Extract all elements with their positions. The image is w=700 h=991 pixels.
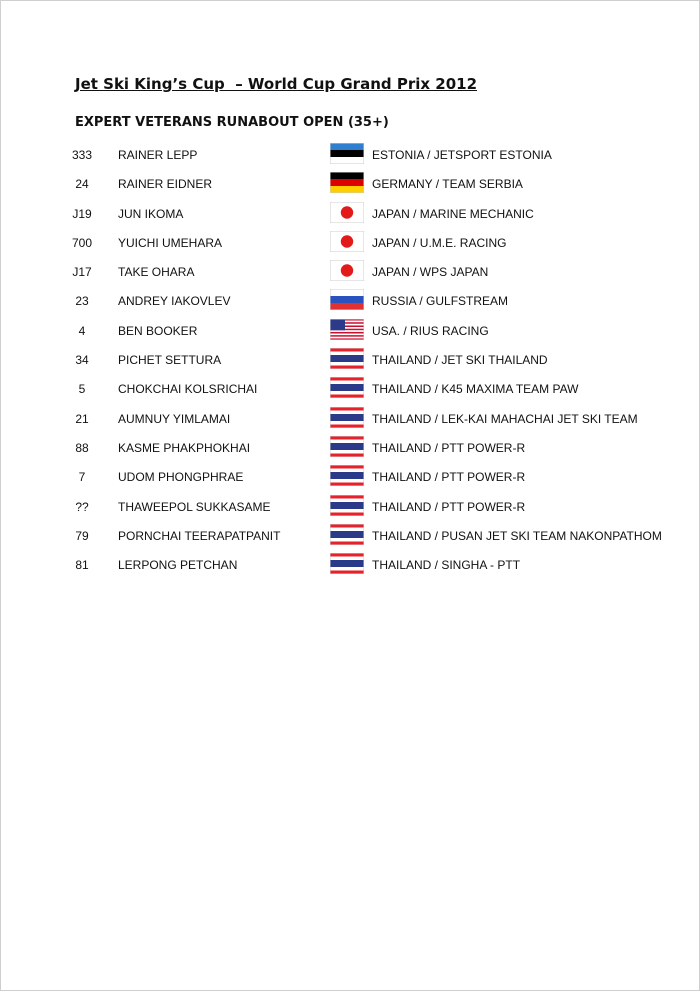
entry-row (1, 228, 699, 257)
entry-row (1, 199, 699, 228)
rider-name: LERPONG PETCHAN (118, 558, 238, 573)
country-team: THAILAND / PUSAN JET SKI TEAM NAKONPATHOM (372, 528, 662, 543)
country-team: GERMANY / TEAM SERBIA (372, 177, 523, 192)
entry-row (1, 404, 699, 433)
rider-name: THAWEEPOL SUKKASAME (118, 499, 271, 514)
entry-list (1, 140, 699, 579)
rider-name: UDOM PHONGPHRAE (118, 470, 244, 485)
rider-name: BEN BOOKER (118, 323, 198, 338)
estonia-flag (330, 143, 364, 164)
thailand-flag (330, 407, 364, 428)
entry-number: J17 (72, 265, 92, 280)
entry-number: 88 (75, 440, 89, 455)
entry-row (1, 169, 699, 198)
entry-number: 5 (78, 382, 86, 397)
country-team: THAILAND / SINGHA - PTT (372, 558, 521, 573)
entry-row (1, 374, 699, 403)
country-team: THAILAND / PTT POWER-R (372, 470, 526, 485)
entry-row (1, 257, 699, 286)
rider-name: RAINER LEPP (118, 148, 198, 162)
country-team: JAPAN / WPS JAPAN (372, 265, 489, 280)
entry-row (1, 521, 699, 550)
thailand-flag (330, 495, 364, 516)
japan-flag (330, 202, 364, 223)
russia-flag (330, 289, 364, 310)
entry-number: 7 (78, 470, 86, 485)
thailand-flag (330, 465, 364, 486)
country-team: THAILAND / PTT POWER-R (372, 440, 526, 455)
rider-name: RAINER EIDNER (118, 177, 213, 192)
thailand-flag (330, 348, 364, 369)
page-title: Jet Ski King’s Cup – World Cup Grand Prix 2012 (75, 75, 478, 93)
germany-flag (330, 172, 364, 193)
thailand-flag (330, 436, 364, 457)
entry-number: 21 (75, 411, 89, 426)
usa-flag (330, 319, 364, 340)
country-team: JAPAN / MARINE MECHANIC (372, 206, 534, 221)
rider-name: ANDREY IAKOVLEV (118, 294, 231, 309)
country-team: JAPAN / U.M.E. RACING (372, 235, 507, 250)
entry-row (1, 492, 699, 521)
country-team: USA. / RIUS RACING (372, 323, 489, 338)
rider-name: AUMNUY YIMLAMAI (118, 411, 231, 426)
rider-name: KASME PHAKPHOKHAI (118, 440, 251, 455)
rider-name: TAKE OHARA (118, 265, 195, 280)
entry-row (1, 433, 699, 462)
entry-row (1, 345, 699, 374)
entry-row (1, 550, 699, 579)
rider-name: CHOKCHAI KOLSRICHAI (118, 382, 258, 397)
category-heading: EXPERT VETERANS RUNABOUT OPEN (35+) (75, 115, 389, 130)
country-team: THAILAND / JET SKI THAILAND (372, 353, 548, 368)
entry-number: 700 (71, 235, 93, 250)
entry-number: 23 (75, 294, 89, 309)
rider-name: YUICHI UMEHARA (118, 235, 223, 250)
entry-row (1, 140, 699, 169)
country-team: THAILAND / K45 MAXIMA TEAM PAW (372, 382, 579, 397)
entry-number: 81 (75, 558, 89, 573)
entry-number: 24 (75, 177, 89, 192)
thailand-flag (330, 553, 364, 574)
entry-row (1, 316, 699, 345)
entry-number: ?? (75, 499, 89, 514)
japan-flag (330, 260, 364, 281)
thailand-flag (330, 524, 364, 545)
country-team: THAILAND / LEK-KAI MAHACHAI JET SKI TEAM (372, 411, 638, 426)
entry-number: J19 (72, 206, 92, 221)
country-team: ESTONIA / JETSPORT ESTONIA (372, 148, 552, 162)
thailand-flag (330, 377, 364, 398)
entry-number: 34 (75, 353, 89, 368)
entry-row (1, 462, 699, 491)
rider-name: PICHET SETTURA (118, 353, 222, 368)
entry-number: 79 (75, 528, 89, 543)
entry-number: 4 (78, 323, 86, 338)
country-team: THAILAND / PTT POWER-R (372, 499, 526, 514)
entry-row (1, 286, 699, 315)
rider-name: JUN IKOMA (118, 206, 184, 221)
rider-name: PORNCHAI TEERAPATPANIT (118, 528, 281, 543)
country-team: RUSSIA / GULFSTREAM (372, 294, 509, 309)
japan-flag (330, 231, 364, 252)
entry-number: 333 (71, 148, 93, 162)
